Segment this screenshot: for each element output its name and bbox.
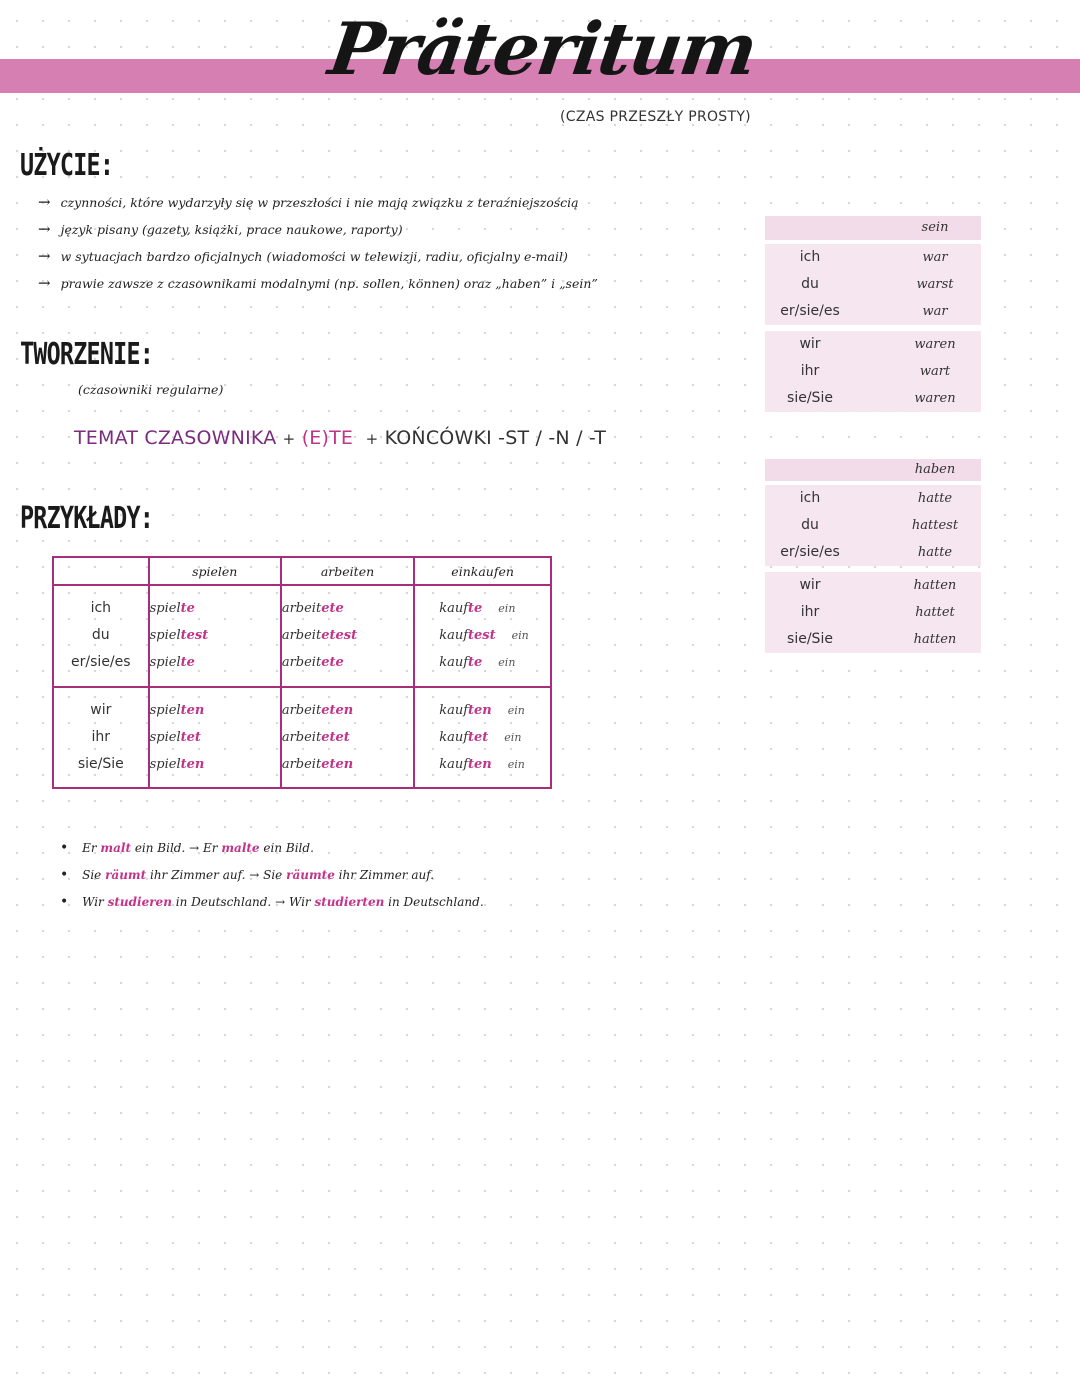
- haben-table: [765, 459, 981, 653]
- arrow-icon: →: [189, 841, 200, 855]
- bullet-icon: •: [60, 867, 69, 883]
- spielen-plural: spielten spieltet spielten: [149, 687, 281, 789]
- formula-infix: (E)TE: [301, 427, 354, 449]
- arbeiten-singular: arbeitete arbeitetest arbeitete: [281, 585, 414, 687]
- haben-row: wir hatten: [799, 577, 957, 593]
- spielen-singular: spielte spieltest spielte: [149, 585, 281, 687]
- sein-row: du warst: [801, 276, 954, 292]
- page-subtitle: (CZAS PRZESZŁY PROSTY): [560, 109, 751, 125]
- haben-header: haben: [914, 462, 956, 477]
- formula-endings: KOŃCÓWKI -ST / -N / -T: [384, 427, 607, 449]
- haben-row: er/sie/es hatte: [780, 544, 953, 560]
- haben-row: ihr hattet: [800, 604, 955, 620]
- arrow-icon: →: [38, 274, 51, 292]
- einkaufen-singular: kaufte ein kauftest ein kaufte ein: [414, 585, 551, 687]
- sein-row: sie/Sie waren: [787, 390, 956, 406]
- sein-header-row: [765, 216, 981, 240]
- haben-singular-group: [765, 485, 981, 566]
- table-row-plural: [53, 687, 551, 789]
- example-sentence: • Er malt ein Bild. → Er malte ein Bild.: [60, 840, 314, 856]
- arrow-icon: →: [38, 193, 51, 211]
- arrow-icon: →: [249, 868, 260, 882]
- einkaufen-plural: kauften ein kauftet ein kauften ein: [414, 687, 551, 789]
- sein-table: [765, 216, 981, 412]
- empty-header-cell: [53, 557, 149, 585]
- formula-plus: +: [282, 430, 296, 448]
- bullet-icon: •: [60, 894, 69, 910]
- sein-row: ich war: [799, 249, 948, 265]
- sein-row: wir waren: [799, 336, 956, 352]
- conjugation-table: [52, 556, 552, 789]
- example-sentence: • Wir studieren in Deutschland. → Wir studierten in Deutschland.: [60, 894, 484, 910]
- formula-stem: TEMAT CZASOWNIKA: [74, 427, 277, 449]
- haben-header-row: [765, 459, 981, 481]
- arrow-icon: →: [275, 895, 286, 909]
- header-einkaufen: einkaufen: [414, 557, 551, 585]
- bullet-icon: •: [60, 840, 69, 856]
- example-sentences: [60, 840, 484, 921]
- usage-line: → czynności, które wydarzyły się w przeszłości i nie mają związku z teraźniejszością: [38, 193, 579, 211]
- example-sentence: • Sie räumt ihr Zimmer auf. → Sie räumte ihr Zimmer auf.: [60, 867, 435, 883]
- usage-line: → prawie zawsze z czasownikami modalnymi (np. sollen, können) oraz „haben” i „sein”: [38, 274, 598, 292]
- sein-row: ihr wart: [800, 363, 951, 379]
- formation-formula: [74, 427, 606, 449]
- usage-list: [38, 193, 738, 301]
- haben-row: du hattest: [801, 517, 959, 533]
- sein-singular-group: [765, 244, 981, 325]
- header-spielen: spielen: [149, 557, 281, 585]
- haben-plural-group: [765, 572, 981, 653]
- usage-line: → język pisany (gazety, książki, prace naukowe, raporty): [38, 220, 403, 238]
- sein-plural-group: [765, 331, 981, 412]
- haben-row: ich hatte: [799, 490, 953, 506]
- page-title: Präteritum: [324, 6, 761, 91]
- arbeiten-plural: arbeiteten arbeitetet arbeiteten: [281, 687, 414, 789]
- usage-line: → w sytuacjach bardzo oficjalnych (wiadomości w telewizji, radiu, oficjalny e-mail): [38, 247, 568, 265]
- arrow-icon: →: [38, 220, 51, 238]
- formula-plus: +: [365, 430, 379, 448]
- formation-heading: TWORZENIE:: [20, 337, 154, 372]
- pronouns-singular: ich du er/sie/es: [53, 585, 149, 687]
- formation-note: (czasowniki regularne): [78, 382, 224, 397]
- table-row-singular: [53, 585, 551, 687]
- sein-header: sein: [921, 220, 949, 235]
- sein-row: er/sie/es war: [780, 303, 948, 319]
- pronouns-plural: wir ihr sie/Sie: [53, 687, 149, 789]
- arrow-icon: →: [38, 247, 51, 265]
- usage-heading: UŻYCIE:: [20, 148, 114, 183]
- haben-row: sie/Sie hatten: [787, 631, 957, 647]
- header-arbeiten: arbeiten: [281, 557, 414, 585]
- table-header-row: [53, 557, 551, 585]
- examples-heading: PRZYKŁADY:: [20, 501, 154, 536]
